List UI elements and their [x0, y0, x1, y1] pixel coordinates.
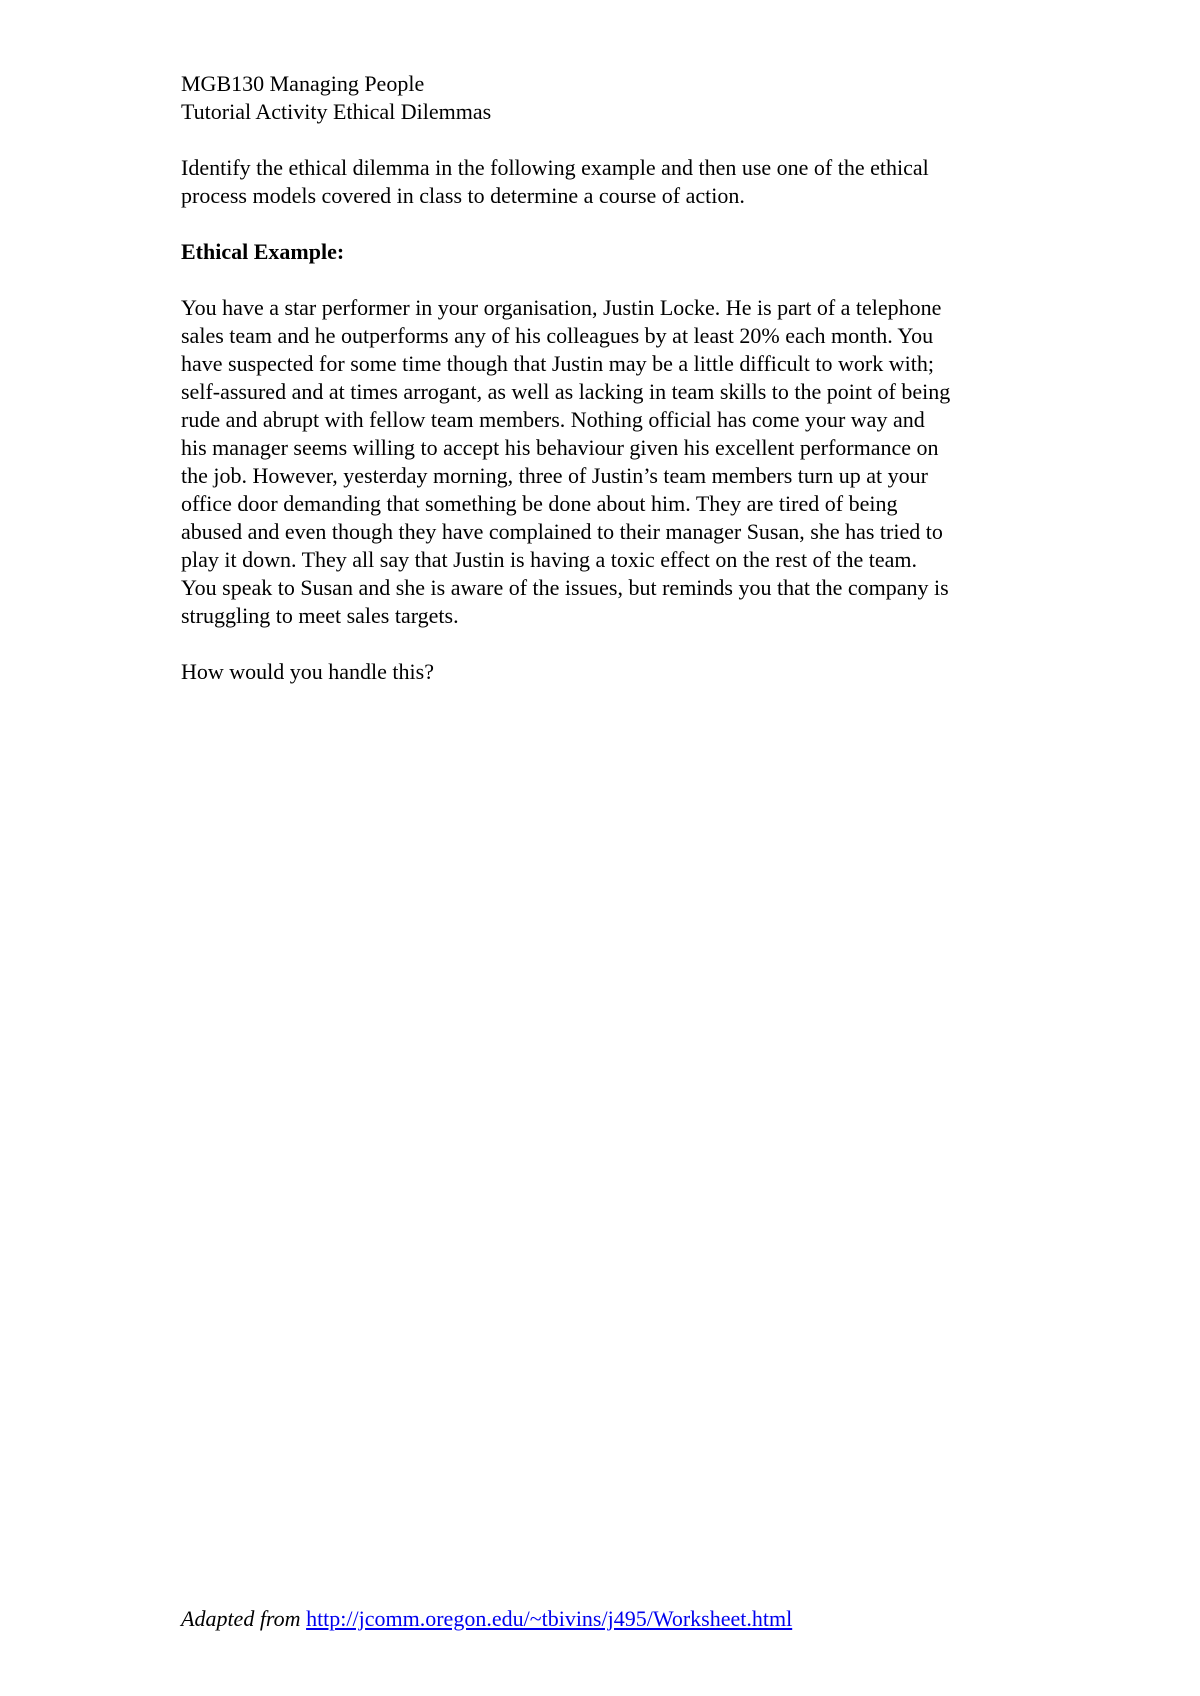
example-line: sales team and he outperforms any of his colleagues by at least 20% each month. You [181, 323, 934, 348]
example-line: office door demanding that something be done about him. They are tired of being [181, 491, 898, 516]
source-link[interactable]: http://jcomm.oregon.edu/~tbivins/j495/Worksheet.html [306, 1606, 793, 1631]
example-paragraph [181, 294, 1041, 630]
document-footer [181, 1605, 792, 1633]
instructions-line: Identify the ethical dilemma in the following example and then use one of the ethical [181, 155, 929, 180]
instructions-paragraph [181, 154, 1041, 210]
example-line: You have a star performer in your organisation, Justin Locke. He is part of a telephone [181, 295, 942, 320]
example-line: struggling to meet sales targets. [181, 603, 459, 628]
document-body [181, 70, 1041, 686]
question-text: How would you handle this? [181, 659, 434, 684]
example-line: have suspected for some time though that Justin may be a little difficult to work with; [181, 351, 934, 376]
activity-title: Tutorial Activity Ethical Dilemmas [181, 99, 492, 124]
example-line: play it down. They all say that Justin is having a toxic effect on the rest of the team. [181, 547, 918, 572]
example-heading: Ethical Example: [181, 239, 345, 264]
instructions-line: process models covered in class to determine a course of action. [181, 183, 745, 208]
example-line: self-assured and at times arrogant, as well as lacking in team skills to the point of being [181, 379, 951, 404]
footer-attribution: Adapted from [181, 1606, 301, 1631]
example-line: abused and even though they have complained to their manager Susan, she has tried to [181, 519, 943, 544]
course-title: MGB130 Managing People [181, 71, 425, 96]
example-line: rude and abrupt with fellow team members. Nothing official has come your way and [181, 407, 925, 432]
document-header [181, 70, 1041, 126]
example-line: his manager seems willing to accept his behaviour given his excellent performance on [181, 435, 939, 460]
example-line: You speak to Susan and she is aware of the issues, but reminds you that the company is [181, 575, 949, 600]
example-line: the job. However, yesterday morning, three of Justin’s team members turn up at your [181, 463, 928, 488]
